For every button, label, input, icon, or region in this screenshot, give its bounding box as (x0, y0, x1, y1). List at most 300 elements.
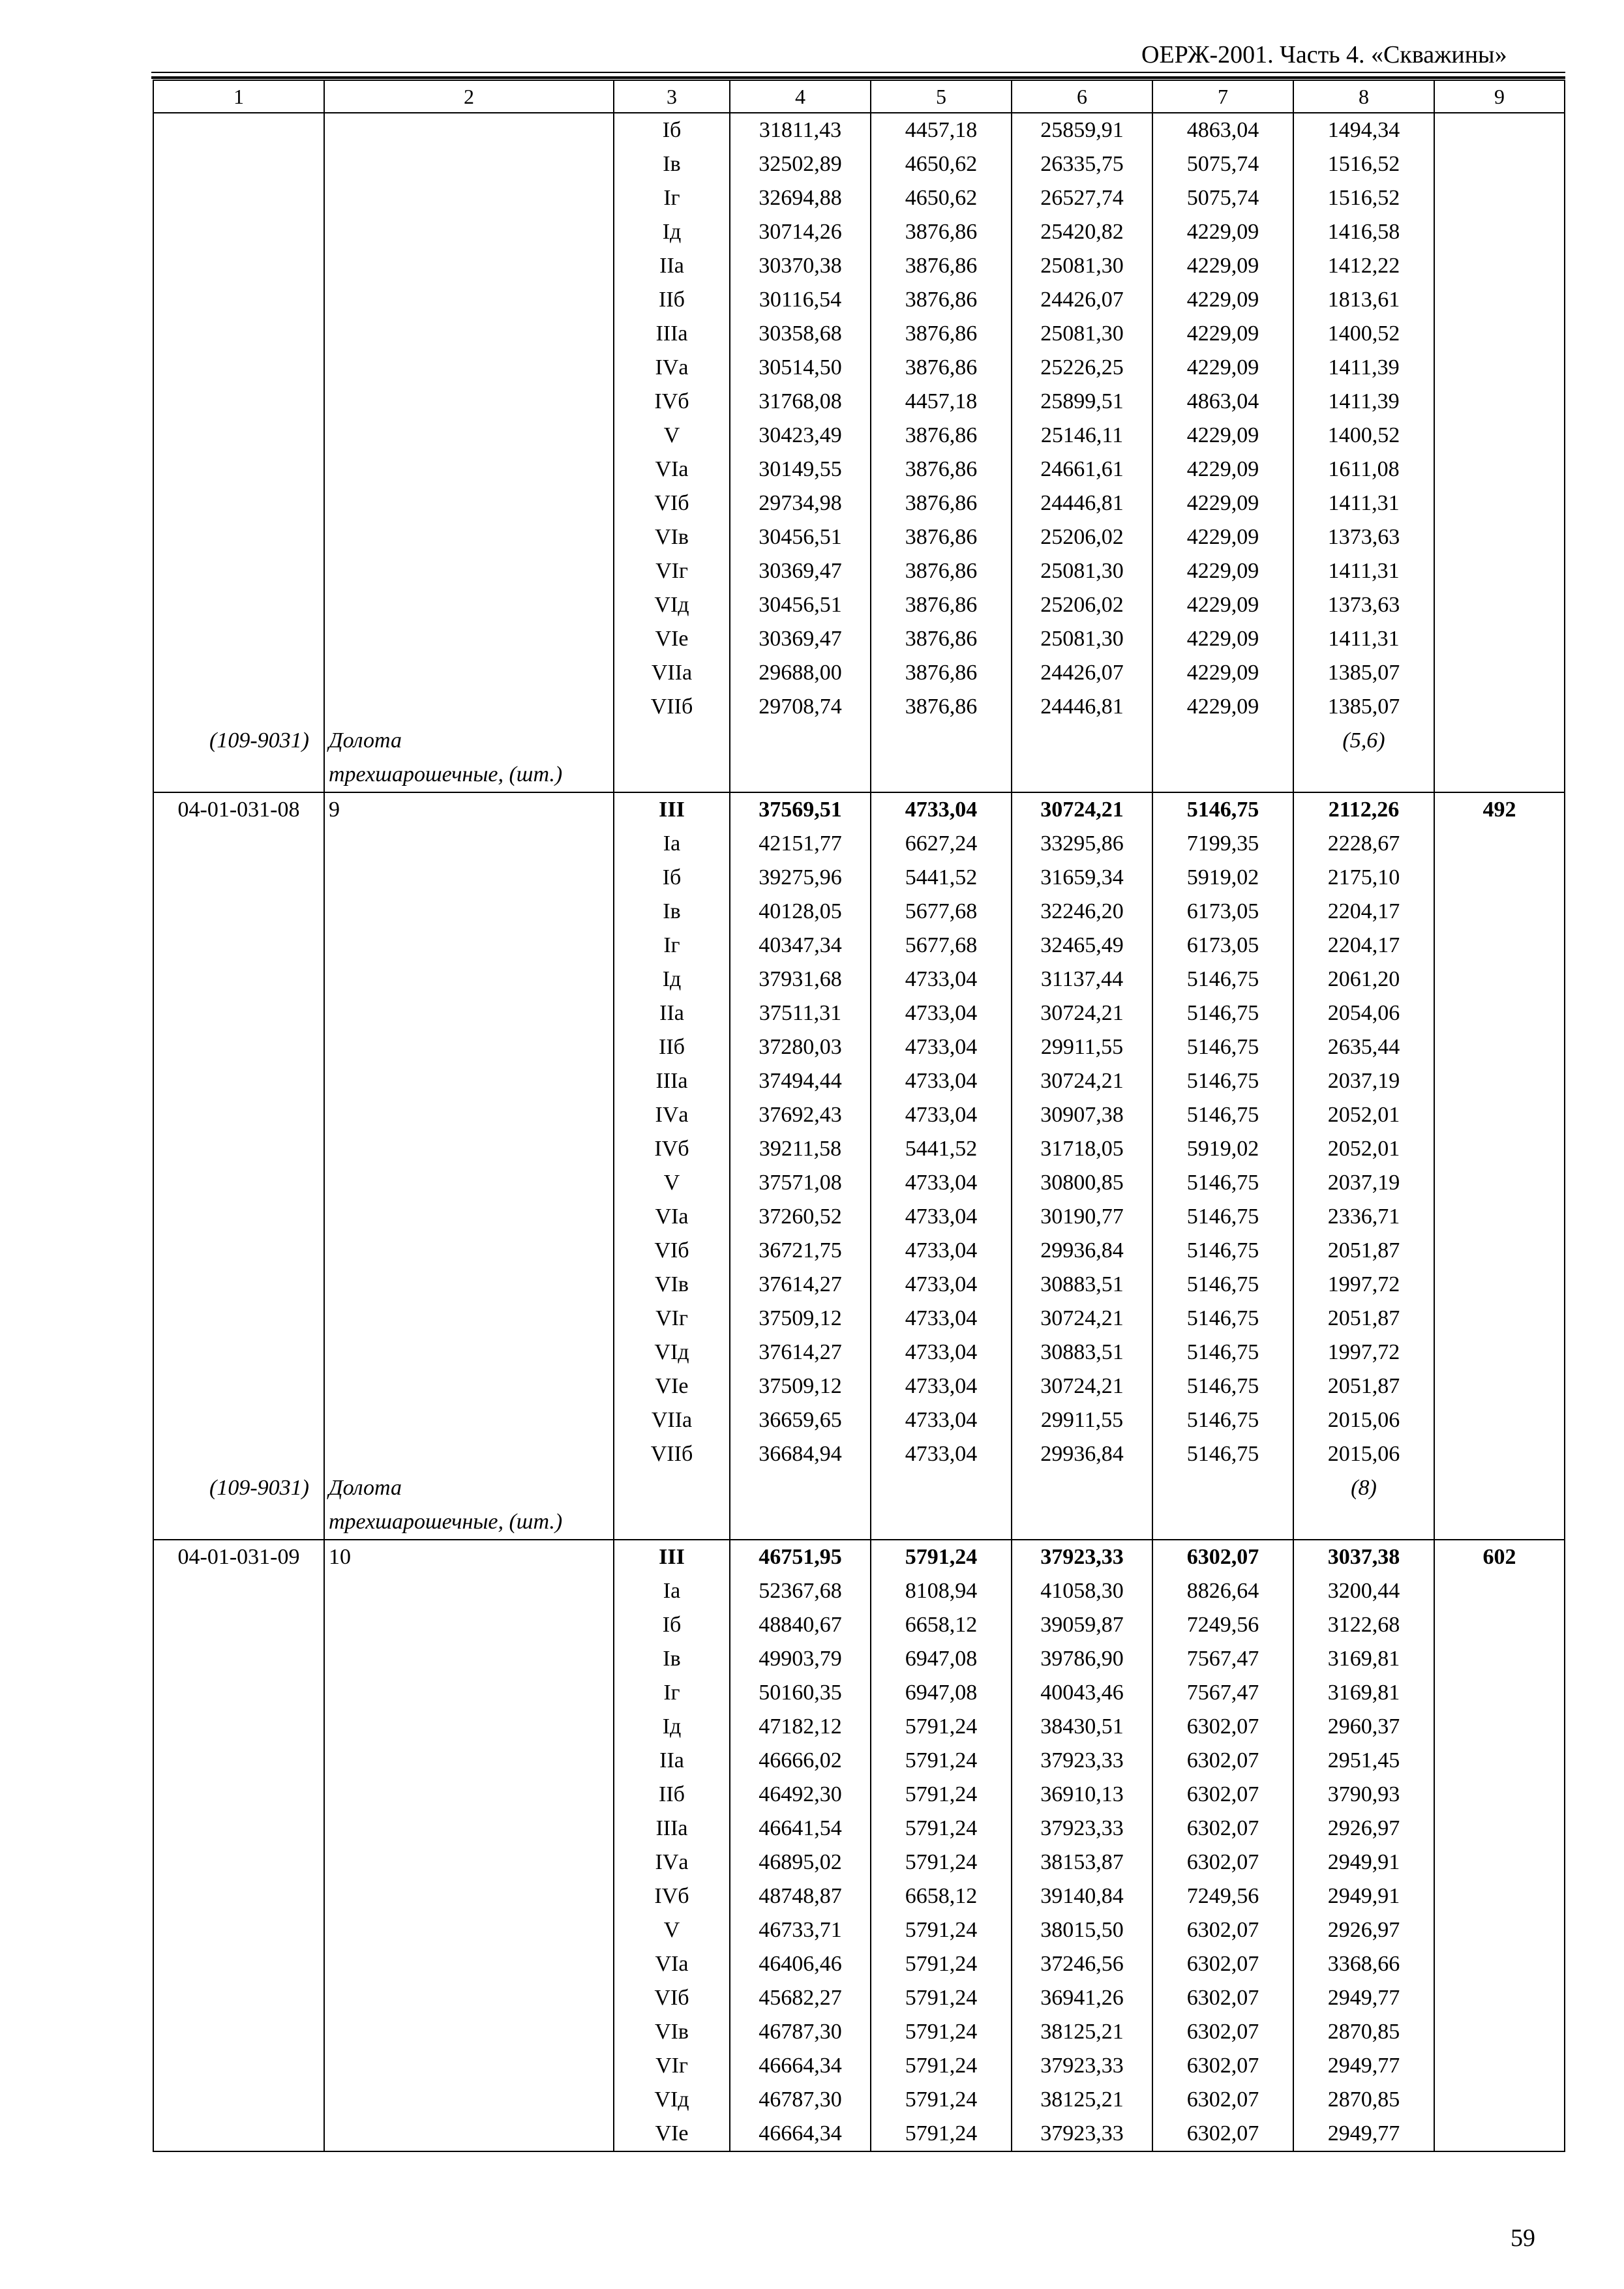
cell-category: IVб (614, 385, 730, 419)
cell-machinists-wages: 7249,56 (1152, 1608, 1293, 1642)
cell-machines (1012, 1505, 1152, 1540)
cell-wages (871, 1471, 1012, 1505)
table-row (153, 486, 1565, 520)
cell-materials: 2015,06 (1293, 1403, 1434, 1437)
cell-category: VIв (614, 1268, 730, 1302)
cell-code (153, 1268, 324, 1302)
cell-resource-or-quantity (324, 1369, 614, 1403)
cell-labor (1434, 1369, 1565, 1403)
table-row (153, 1913, 1565, 1947)
cell-machinists-wages: 4229,09 (1152, 283, 1293, 317)
cell-resource-or-quantity (324, 1846, 614, 1879)
cell-total: 46895,02 (730, 1846, 871, 1879)
cell-total: 46666,02 (730, 1744, 871, 1778)
cell-materials: 1373,63 (1293, 520, 1434, 554)
cell-labor (1434, 656, 1565, 690)
cell-code (153, 1947, 324, 1981)
cell-labor (1434, 1302, 1565, 1336)
cell-resource-or-quantity (324, 1437, 614, 1471)
cell-machines: 38125,21 (1012, 2083, 1152, 2117)
cell-code (153, 520, 324, 554)
table-row-note (153, 1505, 1565, 1540)
table-row (153, 1879, 1565, 1913)
cell-code (153, 963, 324, 996)
table-row (153, 1132, 1565, 1166)
cell-machines: 29936,84 (1012, 1234, 1152, 1268)
cell-total: 42151,77 (730, 827, 871, 861)
cell-total: 30514,50 (730, 351, 871, 385)
cell-labor (1434, 1947, 1565, 1981)
cell-labor (1434, 827, 1565, 861)
cell-labor (1434, 1642, 1565, 1676)
table-row (153, 317, 1565, 351)
cell-category: Iа (614, 1574, 730, 1608)
cell-machines: 24446,81 (1012, 690, 1152, 724)
cell-materials: 2037,19 (1293, 1166, 1434, 1200)
cell-category: VIе (614, 2117, 730, 2151)
cell-machinists-wages: 6302,07 (1152, 2117, 1293, 2151)
cell-materials: 2051,87 (1293, 1302, 1434, 1336)
cell-labor (1434, 996, 1565, 1030)
cell-resource-or-quantity (324, 1744, 614, 1778)
cell-resource-or-quantity (324, 486, 614, 520)
cell-category: IVа (614, 351, 730, 385)
cell-materials: 1400,52 (1293, 317, 1434, 351)
cell-category: Iв (614, 147, 730, 181)
cell-resource-or-quantity: Долота (324, 1471, 614, 1505)
cell-machines: 29911,55 (1012, 1403, 1152, 1437)
cell-category: V (614, 419, 730, 453)
cell-wages: 3876,86 (871, 453, 1012, 486)
cell-wages: 6658,12 (871, 1608, 1012, 1642)
cell-labor (1434, 758, 1565, 792)
cell-labor (1434, 1064, 1565, 1098)
cell-wages: 6658,12 (871, 1879, 1012, 1913)
cell-total: 46664,34 (730, 2049, 871, 2083)
column-number-cell: 9 (1434, 80, 1565, 113)
cell-wages: 4733,04 (871, 1336, 1012, 1369)
cell-materials: 1494,34 (1293, 113, 1434, 147)
cell-resource-or-quantity (324, 520, 614, 554)
table-row (153, 283, 1565, 317)
cell-code (153, 1778, 324, 1812)
cell-machinists-wages: 6173,05 (1152, 929, 1293, 963)
cell-labor (1434, 1098, 1565, 1132)
cell-machines: 30724,21 (1012, 1302, 1152, 1336)
cell-labor (1434, 895, 1565, 929)
table-row (153, 1098, 1565, 1132)
cell-resource-or-quantity (324, 929, 614, 963)
cell-materials: 2949,77 (1293, 2049, 1434, 2083)
cell-materials: 3169,81 (1293, 1676, 1434, 1710)
cell-machinists-wages: 4229,09 (1152, 453, 1293, 486)
cell-machinists-wages: 5146,75 (1152, 1064, 1293, 1098)
cell-materials: 2228,67 (1293, 827, 1434, 861)
cell-materials: 1997,72 (1293, 1268, 1434, 1302)
cell-resource-or-quantity (324, 1302, 614, 1336)
cell-materials: 2061,20 (1293, 963, 1434, 996)
cell-materials: 1416,58 (1293, 215, 1434, 249)
column-number-cell: 1 (153, 80, 324, 113)
cell-wages: 5441,52 (871, 861, 1012, 895)
cell-materials: 2204,17 (1293, 895, 1434, 929)
cell-labor (1434, 1676, 1565, 1710)
cell-total: 39211,58 (730, 1132, 871, 1166)
cell-wages (871, 758, 1012, 792)
table-body (153, 80, 1565, 2151)
cell-wages: 3876,86 (871, 520, 1012, 554)
cell-machines: 40043,46 (1012, 1676, 1152, 1710)
cell-resource-or-quantity (324, 895, 614, 929)
column-number-cell: 3 (614, 80, 730, 113)
cell-wages: 8108,94 (871, 1574, 1012, 1608)
cell-total: 30456,51 (730, 588, 871, 622)
cell-wages: 5791,24 (871, 1744, 1012, 1778)
header-rule-thick (151, 76, 1565, 79)
cell-machines: 30883,51 (1012, 1336, 1152, 1369)
cell-machines: 25420,82 (1012, 215, 1152, 249)
table-row (153, 861, 1565, 895)
cell-code: 04-01-031-08 (153, 792, 324, 827)
cell-machinists-wages: 7199,35 (1152, 827, 1293, 861)
cell-materials: 2175,10 (1293, 861, 1434, 895)
cell-wages: 4733,04 (871, 1302, 1012, 1336)
cell-labor (1434, 963, 1565, 996)
cell-materials: 2052,01 (1293, 1098, 1434, 1132)
cell-machinists-wages: 6302,07 (1152, 1913, 1293, 1947)
cell-category: VIа (614, 453, 730, 486)
cell-machinists-wages: 8826,64 (1152, 1574, 1293, 1608)
cell-labor (1434, 1778, 1565, 1812)
cell-machinists-wages: 5075,74 (1152, 181, 1293, 215)
cell-labor (1434, 1505, 1565, 1540)
cell-total: 45682,27 (730, 1981, 871, 2015)
table-row (153, 453, 1565, 486)
cell-resource-or-quantity (324, 1098, 614, 1132)
cell-machines: 37923,33 (1012, 2049, 1152, 2083)
cell-materials: 1411,31 (1293, 622, 1434, 656)
cell-machinists-wages: 5146,75 (1152, 1166, 1293, 1200)
cell-category: IIб (614, 1030, 730, 1064)
cell-machines: 30724,21 (1012, 1369, 1152, 1403)
cell-labor (1434, 554, 1565, 588)
cell-category: IIа (614, 996, 730, 1030)
cell-machinists-wages: 5075,74 (1152, 147, 1293, 181)
cell-labor (1434, 622, 1565, 656)
cell-materials: 1997,72 (1293, 1336, 1434, 1369)
cell-category: IIа (614, 249, 730, 283)
cell-code (153, 181, 324, 215)
cell-materials: 2204,17 (1293, 929, 1434, 963)
table-row (153, 249, 1565, 283)
table-row (153, 419, 1565, 453)
table-row (153, 215, 1565, 249)
cell-wages: 5677,68 (871, 929, 1012, 963)
cell-resource-or-quantity (324, 1710, 614, 1744)
cell-materials: 1411,31 (1293, 554, 1434, 588)
cell-wages: 4733,04 (871, 1200, 1012, 1234)
cell-machinists-wages: 5146,75 (1152, 1302, 1293, 1336)
cell-total: 46664,34 (730, 2117, 871, 2151)
cell-machines: 41058,30 (1012, 1574, 1152, 1608)
cell-machines: 24426,07 (1012, 656, 1152, 690)
cell-code (153, 249, 324, 283)
cell-machines: 24426,07 (1012, 283, 1152, 317)
cell-total: 31811,43 (730, 113, 871, 147)
cell-resource-or-quantity (324, 1608, 614, 1642)
cell-labor (1434, 2083, 1565, 2117)
cell-category: IVб (614, 1879, 730, 1913)
cell-category: VIд (614, 1336, 730, 1369)
cell-labor (1434, 1200, 1565, 1234)
cell-code (153, 1505, 324, 1540)
cell-machines: 30724,21 (1012, 996, 1152, 1030)
cell-machines: 25899,51 (1012, 385, 1152, 419)
cell-total: 46406,46 (730, 1947, 871, 1981)
cell-materials: 2336,71 (1293, 1200, 1434, 1234)
cell-category: VIIб (614, 690, 730, 724)
cell-code (153, 588, 324, 622)
cell-category: Iб (614, 861, 730, 895)
cell-wages: 5791,24 (871, 2049, 1012, 2083)
cell-total: 37260,52 (730, 1200, 871, 1234)
column-number-cell: 2 (324, 80, 614, 113)
cell-total: 37494,44 (730, 1064, 871, 1098)
cell-total: 31768,08 (730, 385, 871, 419)
cell-resource-or-quantity (324, 1234, 614, 1268)
cell-category: IIа (614, 1744, 730, 1778)
cell-labor (1434, 1437, 1565, 1471)
cell-labor (1434, 520, 1565, 554)
cell-machinists-wages: 4229,09 (1152, 622, 1293, 656)
cell-resource-or-quantity (324, 249, 614, 283)
cell-code (153, 827, 324, 861)
cell-wages: 3876,86 (871, 486, 1012, 520)
cell-machines: 37923,33 (1012, 1812, 1152, 1846)
column-number-cell: 8 (1293, 80, 1434, 113)
cell-code (153, 1879, 324, 1913)
cell-code: (109-9031) (153, 1471, 324, 1505)
table-row (153, 690, 1565, 724)
cell-total: 37509,12 (730, 1302, 871, 1336)
cell-labor: 492 (1434, 792, 1565, 827)
table-row (153, 351, 1565, 385)
cell-total: 49903,79 (730, 1642, 871, 1676)
cell-machines (1012, 758, 1152, 792)
cell-materials: 1373,63 (1293, 588, 1434, 622)
table-row (153, 1166, 1565, 1200)
cell-total: 50160,35 (730, 1676, 871, 1710)
cell-materials: 1516,52 (1293, 181, 1434, 215)
cell-resource-or-quantity (324, 1676, 614, 1710)
cell-total: 46641,54 (730, 1812, 871, 1846)
cell-wages: 4733,04 (871, 1437, 1012, 1471)
cell-wages: 4733,04 (871, 996, 1012, 1030)
cell-total: 29734,98 (730, 486, 871, 520)
cell-code (153, 147, 324, 181)
table-row (153, 622, 1565, 656)
cell-resource-or-quantity: трехшарошечные, (шт.) (324, 758, 614, 792)
cell-category: Iг (614, 181, 730, 215)
cell-category: VIе (614, 622, 730, 656)
cell-code: 04-01-031-09 (153, 1540, 324, 1574)
cell-category: IIIа (614, 1812, 730, 1846)
cell-code (153, 1064, 324, 1098)
cell-resource-or-quantity (324, 181, 614, 215)
cell-resource-or-quantity (324, 419, 614, 453)
cell-materials: 1411,39 (1293, 351, 1434, 385)
cell-code (153, 1437, 324, 1471)
cell-category: IIб (614, 283, 730, 317)
cell-resource-or-quantity: 10 (324, 1540, 614, 1574)
table-row (153, 656, 1565, 690)
cell-materials: 2051,87 (1293, 1369, 1434, 1403)
cell-category: Iб (614, 1608, 730, 1642)
cell-total: 48748,87 (730, 1879, 871, 1913)
cell-code (153, 1913, 324, 1947)
table-row-note (153, 1471, 1565, 1505)
cell-materials: 1385,07 (1293, 690, 1434, 724)
cell-wages: 3876,86 (871, 351, 1012, 385)
cell-total: 29688,00 (730, 656, 871, 690)
table-row (153, 1608, 1565, 1642)
cell-total: 46751,95 (730, 1540, 871, 1574)
cell-resource-or-quantity (324, 2083, 614, 2117)
cell-resource-or-quantity (324, 554, 614, 588)
table-row-note (153, 724, 1565, 758)
table-row (153, 113, 1565, 147)
cell-total: 30423,49 (730, 419, 871, 453)
cell-wages: 5791,24 (871, 1710, 1012, 1744)
cell-labor (1434, 419, 1565, 453)
cell-resource-or-quantity (324, 1778, 614, 1812)
cell-machinists-wages: 6302,07 (1152, 1812, 1293, 1846)
cell-code (153, 1166, 324, 1200)
cell-materials: 2037,19 (1293, 1064, 1434, 1098)
cell-category (614, 1505, 730, 1540)
cell-code (153, 996, 324, 1030)
table-row (153, 385, 1565, 419)
table-row (153, 1064, 1565, 1098)
price-table (153, 80, 1565, 2152)
cell-category: VIв (614, 2015, 730, 2049)
table-row (153, 827, 1565, 861)
cell-labor (1434, 283, 1565, 317)
cell-resource-or-quantity (324, 1132, 614, 1166)
cell-machines: 31659,34 (1012, 861, 1152, 895)
table-row (153, 1268, 1565, 1302)
table-row (153, 1676, 1565, 1710)
table-row (153, 147, 1565, 181)
cell-resource-or-quantity (324, 1947, 614, 1981)
cell-machines (1012, 724, 1152, 758)
cell-machines: 25081,30 (1012, 622, 1152, 656)
cell-machinists-wages (1152, 1471, 1293, 1505)
cell-wages: 5791,24 (871, 1981, 1012, 2015)
cell-code (153, 1981, 324, 2015)
cell-machinists-wages: 5146,75 (1152, 1030, 1293, 1064)
cell-wages: 3876,86 (871, 690, 1012, 724)
cell-category (614, 724, 730, 758)
cell-category: Iд (614, 1710, 730, 1744)
cell-code (153, 2083, 324, 2117)
cell-labor (1434, 1574, 1565, 1608)
cell-materials: 2949,91 (1293, 1879, 1434, 1913)
cell-resource-or-quantity (324, 1336, 614, 1369)
cell-total: 40347,34 (730, 929, 871, 963)
cell-total (730, 724, 871, 758)
cell-machinists-wages: 5919,02 (1152, 1132, 1293, 1166)
cell-machines: 24446,81 (1012, 486, 1152, 520)
cell-total: 37569,51 (730, 792, 871, 827)
cell-resource-or-quantity (324, 2117, 614, 2151)
cell-wages: 3876,86 (871, 588, 1012, 622)
cell-machines: 38015,50 (1012, 1913, 1152, 1947)
column-number-row (153, 80, 1565, 113)
cell-materials: 2054,06 (1293, 996, 1434, 1030)
cell-code (153, 690, 324, 724)
cell-category: VIа (614, 1947, 730, 1981)
cell-total: 37571,08 (730, 1166, 871, 1200)
table-row-main (153, 792, 1565, 827)
cell-machines: 30907,38 (1012, 1098, 1152, 1132)
cell-code: (109-9031) (153, 724, 324, 758)
cell-materials: 2870,85 (1293, 2083, 1434, 2117)
cell-category: Iг (614, 1676, 730, 1710)
cell-machinists-wages: 5146,75 (1152, 792, 1293, 827)
cell-total: 32502,89 (730, 147, 871, 181)
cell-materials: 1516,52 (1293, 147, 1434, 181)
cell-resource-or-quantity (324, 827, 614, 861)
cell-materials: 2949,91 (1293, 1846, 1434, 1879)
cell-labor (1434, 1981, 1565, 2015)
cell-category: Iг (614, 929, 730, 963)
cell-category: IVа (614, 1098, 730, 1132)
cell-wages: 3876,86 (871, 283, 1012, 317)
cell-machinists-wages: 5146,75 (1152, 1268, 1293, 1302)
cell-code (153, 1336, 324, 1369)
cell-total: 30149,55 (730, 453, 871, 486)
cell-resource-or-quantity (324, 588, 614, 622)
cell-code (153, 385, 324, 419)
table-row (153, 1200, 1565, 1234)
cell-resource-or-quantity (324, 1812, 614, 1846)
cell-machines: 30190,77 (1012, 1200, 1152, 1234)
table-row (153, 1030, 1565, 1064)
table-row (153, 1574, 1565, 1608)
page-number: 59 (1511, 2224, 1535, 2252)
cell-resource-or-quantity (324, 2049, 614, 2083)
cell-machinists-wages: 6302,07 (1152, 1744, 1293, 1778)
cell-wages: 5791,24 (871, 1540, 1012, 1574)
cell-total: 52367,68 (730, 1574, 871, 1608)
cell-materials: 1411,31 (1293, 486, 1434, 520)
cell-machinists-wages: 6302,07 (1152, 1710, 1293, 1744)
cell-category: III (614, 1540, 730, 1574)
cell-total: 30714,26 (730, 215, 871, 249)
cell-category: VIд (614, 588, 730, 622)
cell-total: 30369,47 (730, 622, 871, 656)
cell-machines: 37923,33 (1012, 2117, 1152, 2151)
table-row-note (153, 758, 1565, 792)
cell-wages (871, 724, 1012, 758)
cell-resource-or-quantity (324, 1879, 614, 1913)
cell-machines: 37923,33 (1012, 1744, 1152, 1778)
cell-machines: 31718,05 (1012, 1132, 1152, 1166)
cell-machinists-wages: 4229,09 (1152, 249, 1293, 283)
table-row (153, 1981, 1565, 2015)
cell-machines: 32246,20 (1012, 895, 1152, 929)
